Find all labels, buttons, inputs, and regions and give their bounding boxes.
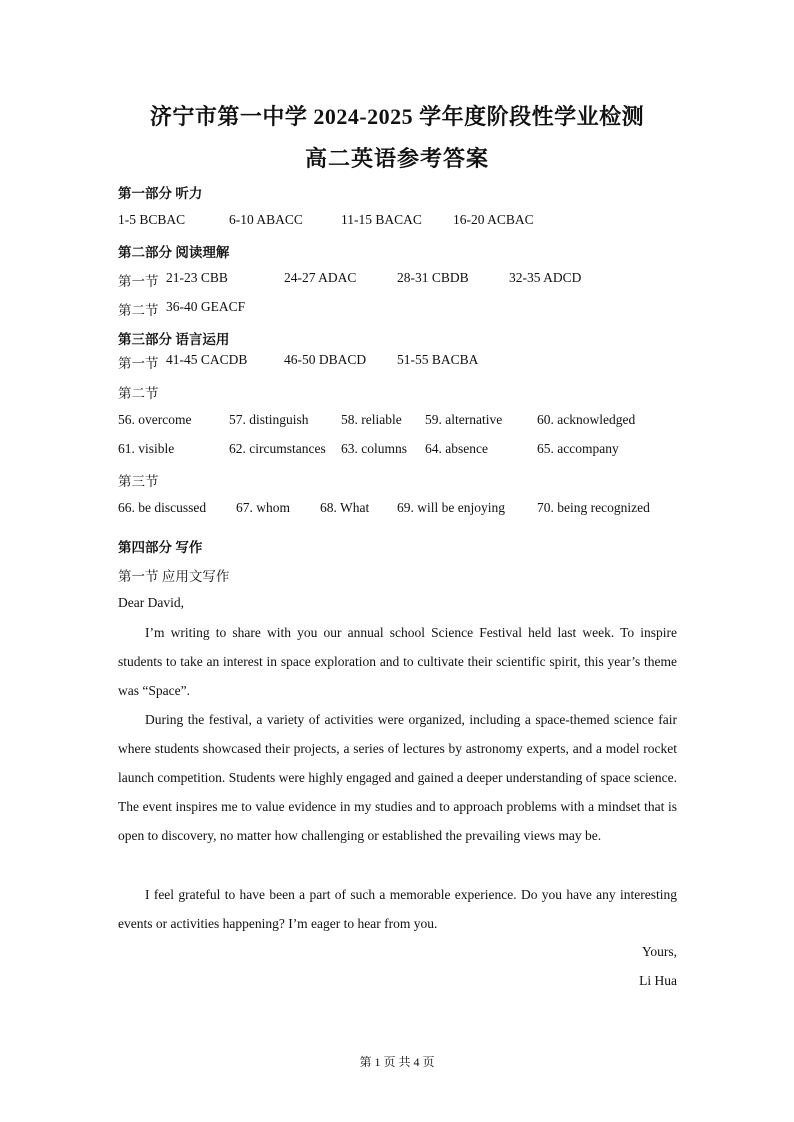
letter-paragraph: I feel grateful to have been a part of such a memorable experience. Do you have any interesting events or activities happening? I’m eager to hear from you. — [118, 887, 677, 931]
part4-heading: 第四部分 写作 — [118, 540, 203, 555]
section-label: 第一节 — [118, 356, 159, 371]
answer-item: 59. alternative — [425, 412, 503, 427]
section-label: 第三节 — [118, 474, 159, 489]
answer-item: 58. reliable — [341, 412, 402, 427]
answer-group: 21-23 CBB — [166, 270, 228, 285]
answer-item: 60. acknowledged — [537, 412, 636, 427]
answer-item: 56. overcome — [118, 412, 192, 427]
answer-item: 69. will be enjoying — [397, 500, 505, 515]
answer-group: 1-5 BCBAC — [118, 212, 186, 227]
part1-heading: 第一部分 听力 — [118, 186, 203, 201]
answer-item: 57. distinguish — [229, 412, 309, 427]
part3-heading: 第三部分 语言运用 — [118, 332, 230, 347]
answer-item: 61. visible — [118, 441, 175, 456]
section-label: 第一节 — [118, 274, 159, 289]
letter-signature: Li Hua — [639, 973, 677, 988]
answer-group: 51-55 BACBA — [397, 352, 479, 367]
answer-group: 11-15 BACAC — [341, 212, 422, 227]
answer-item: 68. What — [320, 500, 370, 515]
answer-group: 24-27 ADAC — [284, 270, 357, 285]
answer-item: 67. whom — [236, 500, 290, 515]
letter-paragraph: I’m writing to share with you our annual school Science Festival held last week. To inspire students to take an interest in space exploration and to cultivate their scientific spirit, this year’s theme was “Space”. — [118, 625, 677, 698]
answer-group: 6-10 ABACC — [229, 212, 303, 227]
letter-closing: Yours, — [641, 944, 677, 959]
answer-item: 66. be discussed — [118, 500, 207, 515]
answer-group: 36-40 GEACF — [166, 299, 246, 314]
answer-group: 32-35 ADCD — [509, 270, 582, 285]
answer-item: 65. accompany — [537, 441, 619, 456]
answer-item: 62. circumstances — [229, 441, 326, 456]
answer-group: 41-45 CACDB — [166, 352, 248, 367]
answer-item: 70. being recognized — [537, 500, 650, 515]
letter-greeting: Dear David, — [118, 595, 184, 610]
answer-group: 28-31 CBDB — [397, 270, 469, 285]
section-label: 第一节 应用文写作 — [118, 569, 230, 584]
letter-paragraph: During the festival, a variety of activities were organized, including a space-themed science fair where students showcased their projects, a series of lectures by astronomy experts, and a model rocket launch competition. Students were highly engaged and gained a deeper understanding of space science. The event inspires me to value evidence in my studies and to approach problems with a mindset that is open to discovery, no matter how challenging or established the prevailing views may be. — [118, 712, 677, 843]
page-title: 济宁市第一中学 2024-2025 学年度阶段性学业检测 — [149, 104, 645, 129]
section-label: 第二节 — [118, 303, 159, 318]
page-number: 第 1 页 共 4 页 — [359, 1055, 435, 1069]
answer-group: 46-50 DBACD — [284, 352, 367, 367]
answer-group: 16-20 ACBAC — [453, 212, 534, 227]
page-subtitle: 高二英语参考答案 — [304, 146, 489, 171]
answer-item: 63. columns — [341, 441, 407, 456]
part2-heading: 第二部分 阅读理解 — [118, 245, 230, 260]
section-label: 第二节 — [118, 386, 159, 401]
answer-item: 64. absence — [425, 441, 488, 456]
